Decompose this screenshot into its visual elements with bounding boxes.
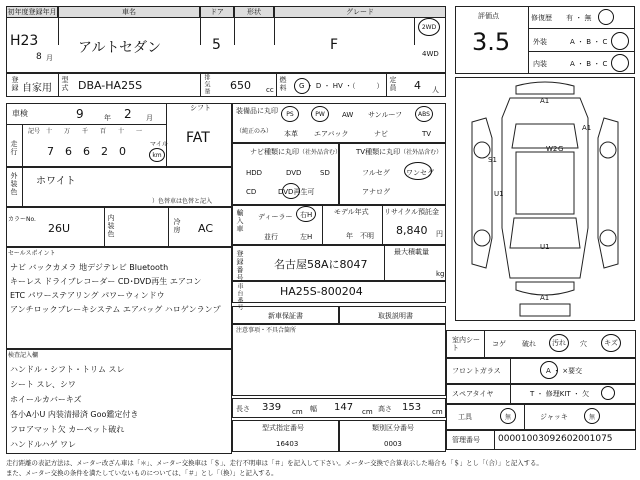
rating-value: 3.5 (472, 28, 511, 56)
import-left-h: 左H (300, 233, 313, 241)
spare-label: スペアタイヤ (452, 390, 494, 398)
mark-g: G (558, 145, 564, 153)
ac-value: AC (198, 222, 214, 235)
color-no-label: カラーNo. (8, 216, 36, 223)
max-load-label: 最大積載量 (394, 248, 429, 256)
seat-item: キズ (601, 334, 621, 352)
inspector-label: 検査記入欄 (8, 352, 39, 359)
jack-none-circle: 無 (584, 408, 600, 424)
shift-label: シフト (190, 104, 211, 112)
ac-label: 冷房 (173, 218, 181, 234)
first-reg-label: 初年度登録年月 (7, 8, 57, 16)
inspector-line: ハンドル・シフト・トリム スレ (10, 365, 125, 374)
exterior-color: ホワイト (36, 176, 76, 187)
equipment-item: エアバック (314, 130, 349, 138)
shaken-year-unit: 年 (104, 114, 111, 122)
shape-label: 形状 (234, 6, 274, 18)
first-reg-year: H23 (10, 33, 39, 49)
digit-header: 百 (100, 128, 107, 135)
navi-dvd: DVD (286, 169, 302, 177)
digit-value: 6 (65, 145, 72, 158)
mark-a1-front: A1 (540, 97, 550, 105)
model-year-label: モデル年式 (334, 208, 369, 216)
digit-header: 記号 (28, 128, 41, 135)
footer-line2: また、メーター交換の条件を満たしていないものについては、「＃」とし「（換）」と記入する。 (6, 469, 278, 477)
digit-value: 0 (119, 145, 126, 158)
plate-value: 名古屋58Aに8047 (274, 258, 368, 271)
inspector-line: シート スレ、シワ (10, 380, 76, 389)
length-value: 339 (262, 402, 282, 413)
height-value: 153 (402, 402, 422, 413)
footer-line1: 走行距離の表記方法は、メーター改ざん車は「＊」、メーター交換車は「＄」、走行不明車は「＃」を記入して下さい。メーター交換で合算表示した場合も「＄」とし「（合）」と記入する。 (6, 459, 543, 467)
shaken-year: 9 (76, 107, 84, 121)
distance-label: 走行 (10, 140, 18, 156)
seat-item: 破れ (522, 340, 536, 348)
fuel-options: G ・ D ・ HV ・（ ） (299, 82, 384, 90)
note-label: 注意事項・不具合箇所 (236, 327, 297, 334)
door-label: ドア (200, 6, 234, 18)
spare-value: T ・ 修理KIT ・ 欠 (530, 390, 590, 398)
mark-u1-rear: U1 (540, 243, 550, 251)
glass-value: A ・ ×要交 (546, 367, 583, 375)
tv-title: TV種類に丸印（社外品含む） (356, 148, 443, 156)
repair-label: 修復歴 (531, 14, 552, 22)
equipment-item: AW (342, 111, 354, 119)
chassis-value: HA25S-800204 (280, 285, 363, 298)
seats-unit: 人 (432, 86, 439, 94)
int-grade-c-circle (611, 54, 629, 72)
ext-grade-c-circle (611, 32, 629, 50)
rating-label: 評価点 (478, 12, 499, 20)
color-no-value: 26U (48, 222, 71, 235)
sales-line: ETC パワーステアリング パワーウィンドウ (10, 291, 165, 300)
reg-label: 登録 (11, 76, 19, 92)
spare-missing-circle (601, 386, 615, 400)
navi-title: ナビ種類に丸印（社外品含む） (250, 148, 342, 156)
import-parallel: 並行 (264, 233, 278, 241)
inspector-line: ホイールカバーキズ (10, 395, 82, 404)
recycle-value: 8,840 (396, 224, 428, 237)
disp-unit: cc (266, 86, 274, 94)
import-dealer: ディーラー (258, 213, 293, 221)
import-right-h: 右H (300, 211, 313, 219)
mgmt-value: 00001003092602001075 (498, 434, 613, 444)
class-value: 0003 (384, 440, 402, 448)
tv-analog: アナログ (362, 188, 390, 196)
digit-header: 一 (136, 128, 143, 135)
equipment-item: ABS (415, 106, 433, 122)
length-unit: cm (292, 408, 303, 416)
door-count: 5 (212, 37, 221, 53)
int-grade-options: A ・ B ・ C (570, 60, 608, 68)
sales-line: アンチロックブレーキシステム エアバッグ ハロゲンランプ (10, 305, 221, 314)
seat-item: 穴 (580, 340, 587, 348)
interior-color-label: 内装色 (107, 214, 115, 238)
exterior-color-note: ）色替車は色替と記入 (152, 198, 213, 205)
chassis-label: 車台番号 (236, 283, 243, 311)
equipment-item: PS (281, 106, 299, 122)
warranty-label: 新車保証書 (268, 312, 303, 320)
shaken-month: 2 (124, 107, 132, 121)
width-unit: cm (362, 408, 373, 416)
shaken-month-unit: 月 (146, 114, 153, 122)
shaken-label: 車検 (12, 109, 28, 118)
car-diagram (456, 78, 634, 320)
equipment-item: サンルーフ (368, 111, 403, 119)
digit-value: 7 (47, 145, 54, 158)
class-label: 類別区分番号 (372, 424, 414, 432)
max-load-unit: kg (436, 270, 445, 278)
grade-value: F (330, 37, 339, 53)
digit-header: 十 (46, 128, 53, 135)
navi-hdd: HDD (246, 169, 263, 177)
car-name: アルトセダン (78, 40, 162, 56)
mgmt-label: 管理番号 (452, 436, 480, 444)
km-circle: km (149, 148, 165, 162)
model-value: DBA-HA25S (78, 79, 143, 92)
first-reg-month-unit: 月 (46, 54, 53, 62)
import-label: 輸入車 (236, 209, 244, 233)
seat-item: コゲ (492, 340, 506, 348)
equipment-item: ナビ (374, 130, 388, 138)
mile-label: マイル (150, 141, 168, 148)
digit-header: 万 (64, 128, 71, 135)
digit-value: 6 (83, 145, 90, 158)
inspector-line: ハンドルハゲ ワレ (10, 440, 76, 449)
type-value: 16403 (276, 440, 299, 448)
digit-header: 十 (118, 128, 125, 135)
sales-line: キーレス ドライブレコーダー CD･DVD再生 エアコン (10, 277, 202, 286)
tv-oneseg: ワンセグ (406, 169, 434, 177)
height-unit: cm (432, 408, 443, 416)
seat-label: 室内シート (452, 336, 480, 352)
model-label: 型式 (61, 76, 69, 92)
inspector-line: フロアマット欠 カーペット破れ (10, 425, 125, 434)
inspector-line: 各小A小U 内装清掃済 Goo鑑定付き (10, 410, 139, 419)
drive-4wd: 4WD (422, 50, 439, 58)
seat-item: 汚れ (549, 334, 569, 352)
diagram-block (455, 77, 635, 321)
first-reg-month: 8 (36, 52, 42, 62)
grade-label: グレード (274, 6, 446, 18)
equipment-item: TV (422, 130, 432, 138)
disp-label: 排気量 (203, 74, 210, 95)
disp-value: 650 (230, 79, 251, 92)
model-year-value: 年 不明 (346, 232, 374, 240)
seats-value: 4 (414, 79, 421, 92)
equipment-item: PW (311, 106, 329, 122)
tools-none-circle: 無 (500, 408, 516, 424)
navi-dvd-play: DVD再生可 (278, 188, 315, 196)
navi-sd: SD (320, 169, 330, 177)
drive-2wd-circle: 2WD (418, 18, 440, 36)
car-name-label: 車名 (58, 6, 200, 18)
recycle-label: リサイクル預託金 (384, 208, 440, 216)
mark-s1: S1 (488, 156, 497, 164)
seats-label: 定員 (389, 76, 397, 92)
fuel-label: 燃料 (279, 76, 287, 92)
sales-label: セールスポイント (8, 250, 56, 257)
width-value: 147 (334, 402, 354, 413)
glass-label: フロントガラス (452, 367, 501, 375)
mark-w2: W2 (546, 145, 558, 153)
reg-value: 自家用 (22, 83, 52, 94)
equipment-sub: （純正のみ） (236, 128, 273, 135)
height-label: 高さ (378, 405, 392, 413)
width-label: 幅 (310, 405, 317, 413)
digit-value: 2 (101, 145, 108, 158)
tools-label: 工具 (458, 413, 472, 421)
digit-header: 千 (82, 128, 89, 135)
exterior-label: 外装色 (10, 172, 18, 196)
equipment-item: 本革 (284, 130, 298, 138)
ext-grade-label: 外装 (533, 38, 547, 46)
int-grade-label: 内装 (533, 60, 547, 68)
type-label: 型式指定番号 (262, 424, 304, 432)
ext-grade-options: A ・ B ・ C (570, 38, 608, 46)
mark-a1-rear: A1 (540, 294, 550, 302)
tv-fullseg: フルセグ (362, 169, 390, 177)
shift-value: FAT (186, 130, 210, 146)
length-label: 長さ (236, 405, 250, 413)
mark-u1-side: U1 (494, 190, 504, 198)
mark-a1-fender: A1 (582, 124, 592, 132)
navi-cd: CD (246, 188, 257, 196)
repair-options: 有 ・ 無 (566, 14, 592, 22)
sales-line: ナビ バックカメラ 地デジテレビ Bluetooth (10, 263, 169, 272)
plate-label: 登録番号 (236, 250, 244, 282)
manual-label: 取扱説明書 (378, 312, 413, 320)
equipment-label: 装備品に丸印 (236, 107, 278, 115)
repair-none-circle (598, 9, 614, 25)
recycle-unit: 円 (436, 230, 443, 238)
jack-label: ジャッキ (540, 413, 568, 421)
